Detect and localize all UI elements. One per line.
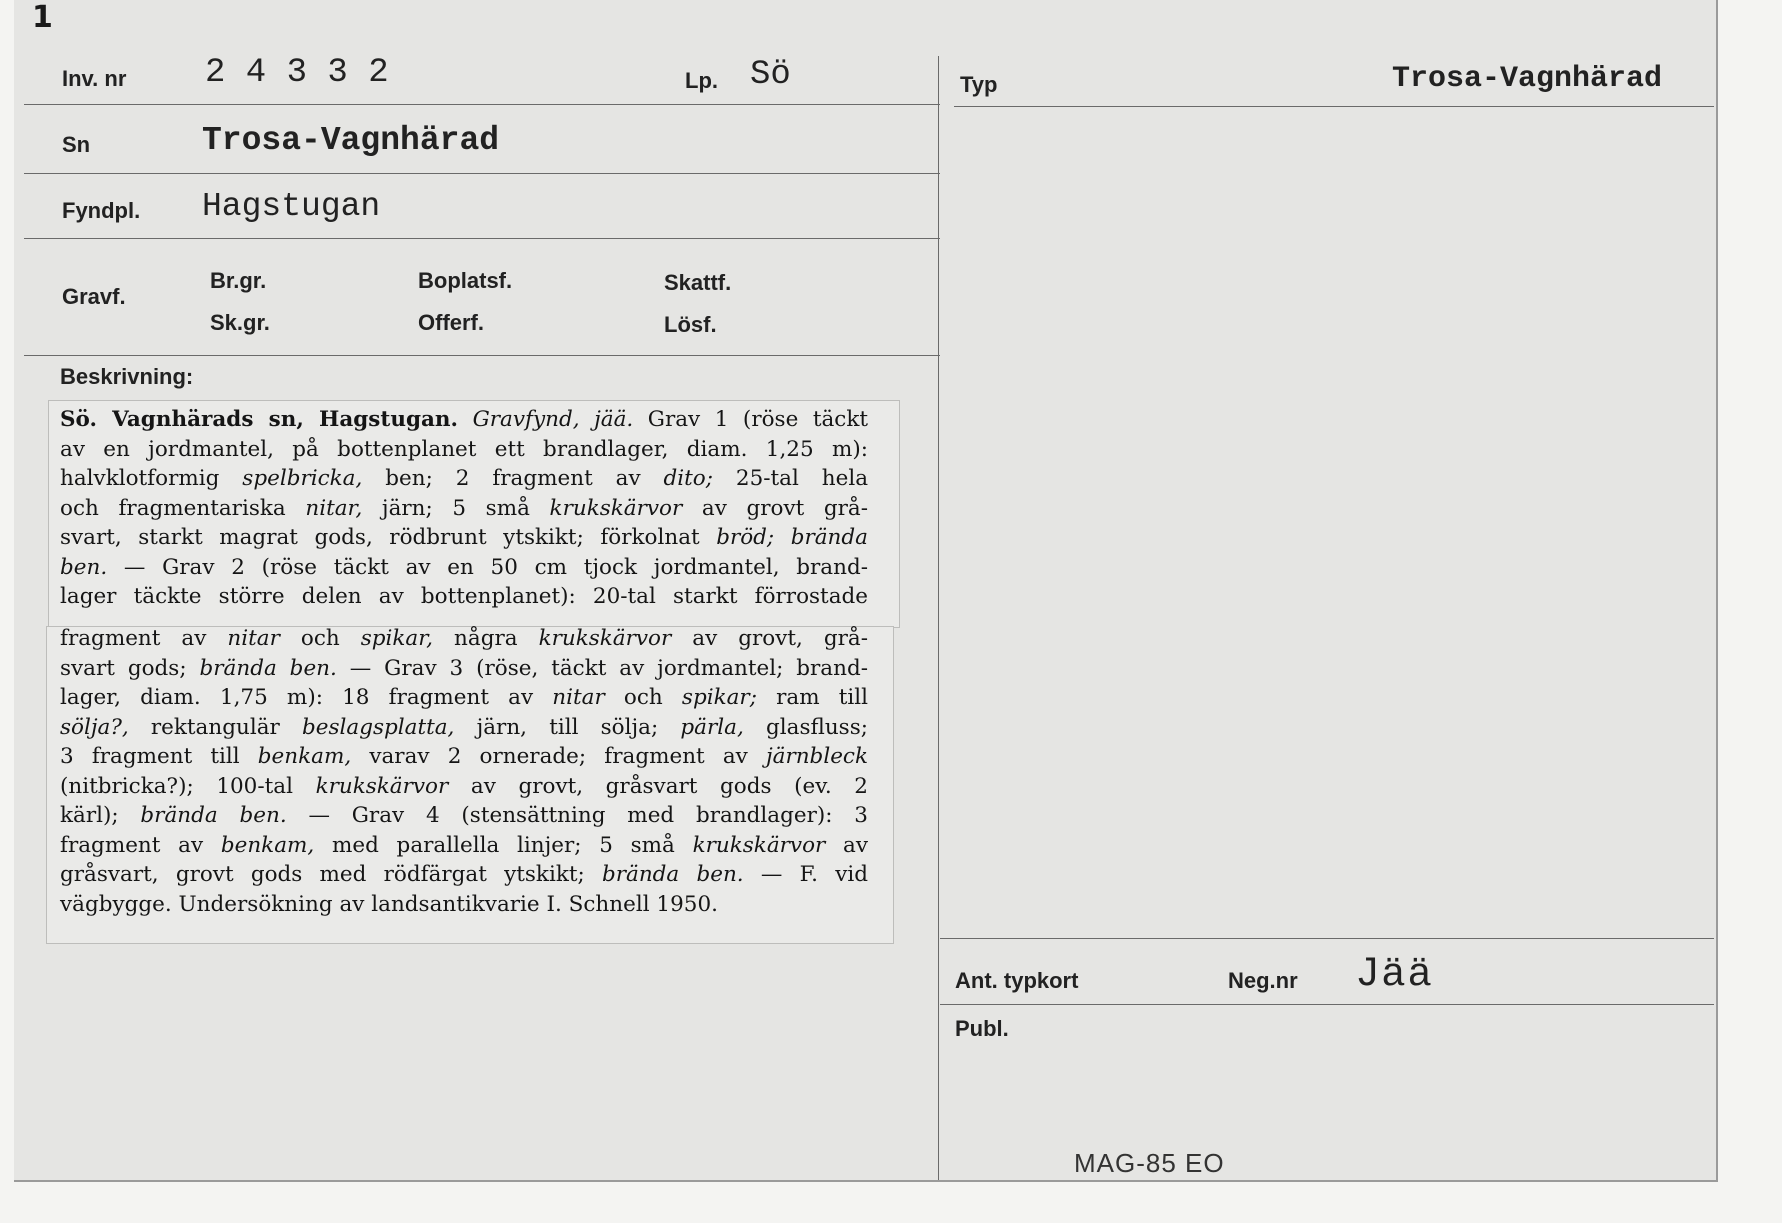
ant-typkort-label: Ant. typkort [955,968,1079,993]
description-line: och fragmentariska nitar, järn; 5 små krukskärvor av grovt grå- [60,495,868,521]
divider-line [954,106,1714,107]
divider-line [24,355,940,356]
vertical-divider [938,56,939,1180]
description-line: vägbygge. Undersökning av landsantikvarie I. Schnell 1950. [60,891,718,917]
fyndpl-value: Hagstugan [202,188,381,225]
description-line: svart, starkt magrat gods, rödbrunt ytskikt; förkolnat bröd; brända [60,525,868,550]
description-line: halvklotformig spelbricka, ben; 2 fragment av dito; 25-tal hela [60,466,869,491]
divider-line [24,238,940,239]
publ-label: Publ. [955,1016,1009,1041]
lp-label: Lp. [685,68,718,93]
description-line: svart gods; brända ben. — Grav 3 (röse, täckt av jordmantel; brand- [60,655,868,681]
sk-gr-label: Sk.gr. [210,310,270,335]
description-block-1 [60,405,868,612]
description-line: av en jordmantel, på bottenplanet ett brandlager, diam. 1,25 m): [60,436,868,462]
description-line: gråsvart, grovt gods med rödfärgat ytskikt; brända ben. — F. vid [60,862,869,887]
typ-label: Typ [960,72,998,97]
description-line: (nitbricka?); 100-tal krukskärvor av grovt, gråsvart gods (ev. 2 [60,773,868,799]
corner-number: 1 [32,0,53,35]
description-line: lager, diam. 1,75 m): 18 fragment av nitar och spikar; ram till [60,685,869,710]
description-line: sölja?, rektangulär beslagsplatta, järn, till sölja; pärla, glasfluss; [60,714,868,740]
skattf-label: Skattf. [664,270,732,295]
inv-nr-label: Inv. nr [62,66,127,91]
fyndpl-label: Fyndpl. [62,198,141,223]
inv-nr-value: 2 4 3 3 2 [205,54,389,92]
neg-nr-value: Jää [1358,950,1435,994]
offerf-label: Offerf. [418,310,484,335]
neg-nr-label: Neg.nr [1228,968,1298,993]
pencil-note: MAG-85 EO [1074,1148,1225,1178]
lp-value: Sö [750,56,791,94]
description-line: kärl); brända ben. — Grav 4 (stensättning med brandlager): 3 [60,803,868,828]
description-line: ben. — Grav 2 (röse täckt av en 50 cm tjock jordmantel, brand- [60,554,868,580]
typ-value: Trosa-Vagnhärad [1392,62,1663,96]
divider-line [24,173,940,174]
sn-label: Sn [62,132,91,157]
description-line: 3 fragment till benkam, varav 2 ornerade; fragment av järnbleck [60,744,868,769]
description-line: fragment av nitar och spikar, några krukskärvor av grovt, grå- [60,626,868,651]
description-block-2 [60,624,868,919]
divider-line [24,104,940,105]
beskrivning-label: Beskrivning: [60,364,194,389]
divider-line [940,938,1714,939]
losf-label: Lösf. [664,312,717,337]
description-line: fragment av benkam, med parallella linjer; 5 små krukskärvor av [60,832,868,858]
description-line: lager täckte större delen av bottenplanet): 20-tal starkt förrostade [60,584,868,609]
br-gr-label: Br.gr. [210,268,267,293]
description-line: Sö. Vagnhärads sn, Hagstugan. Gravfynd, jää. Grav 1 (röse täckt [60,407,868,432]
boplatsf-label: Boplatsf. [418,268,513,293]
gravf-label: Gravf. [62,284,126,309]
divider-line [940,1004,1714,1005]
sn-value: Trosa-Vagnhärad [202,122,500,159]
